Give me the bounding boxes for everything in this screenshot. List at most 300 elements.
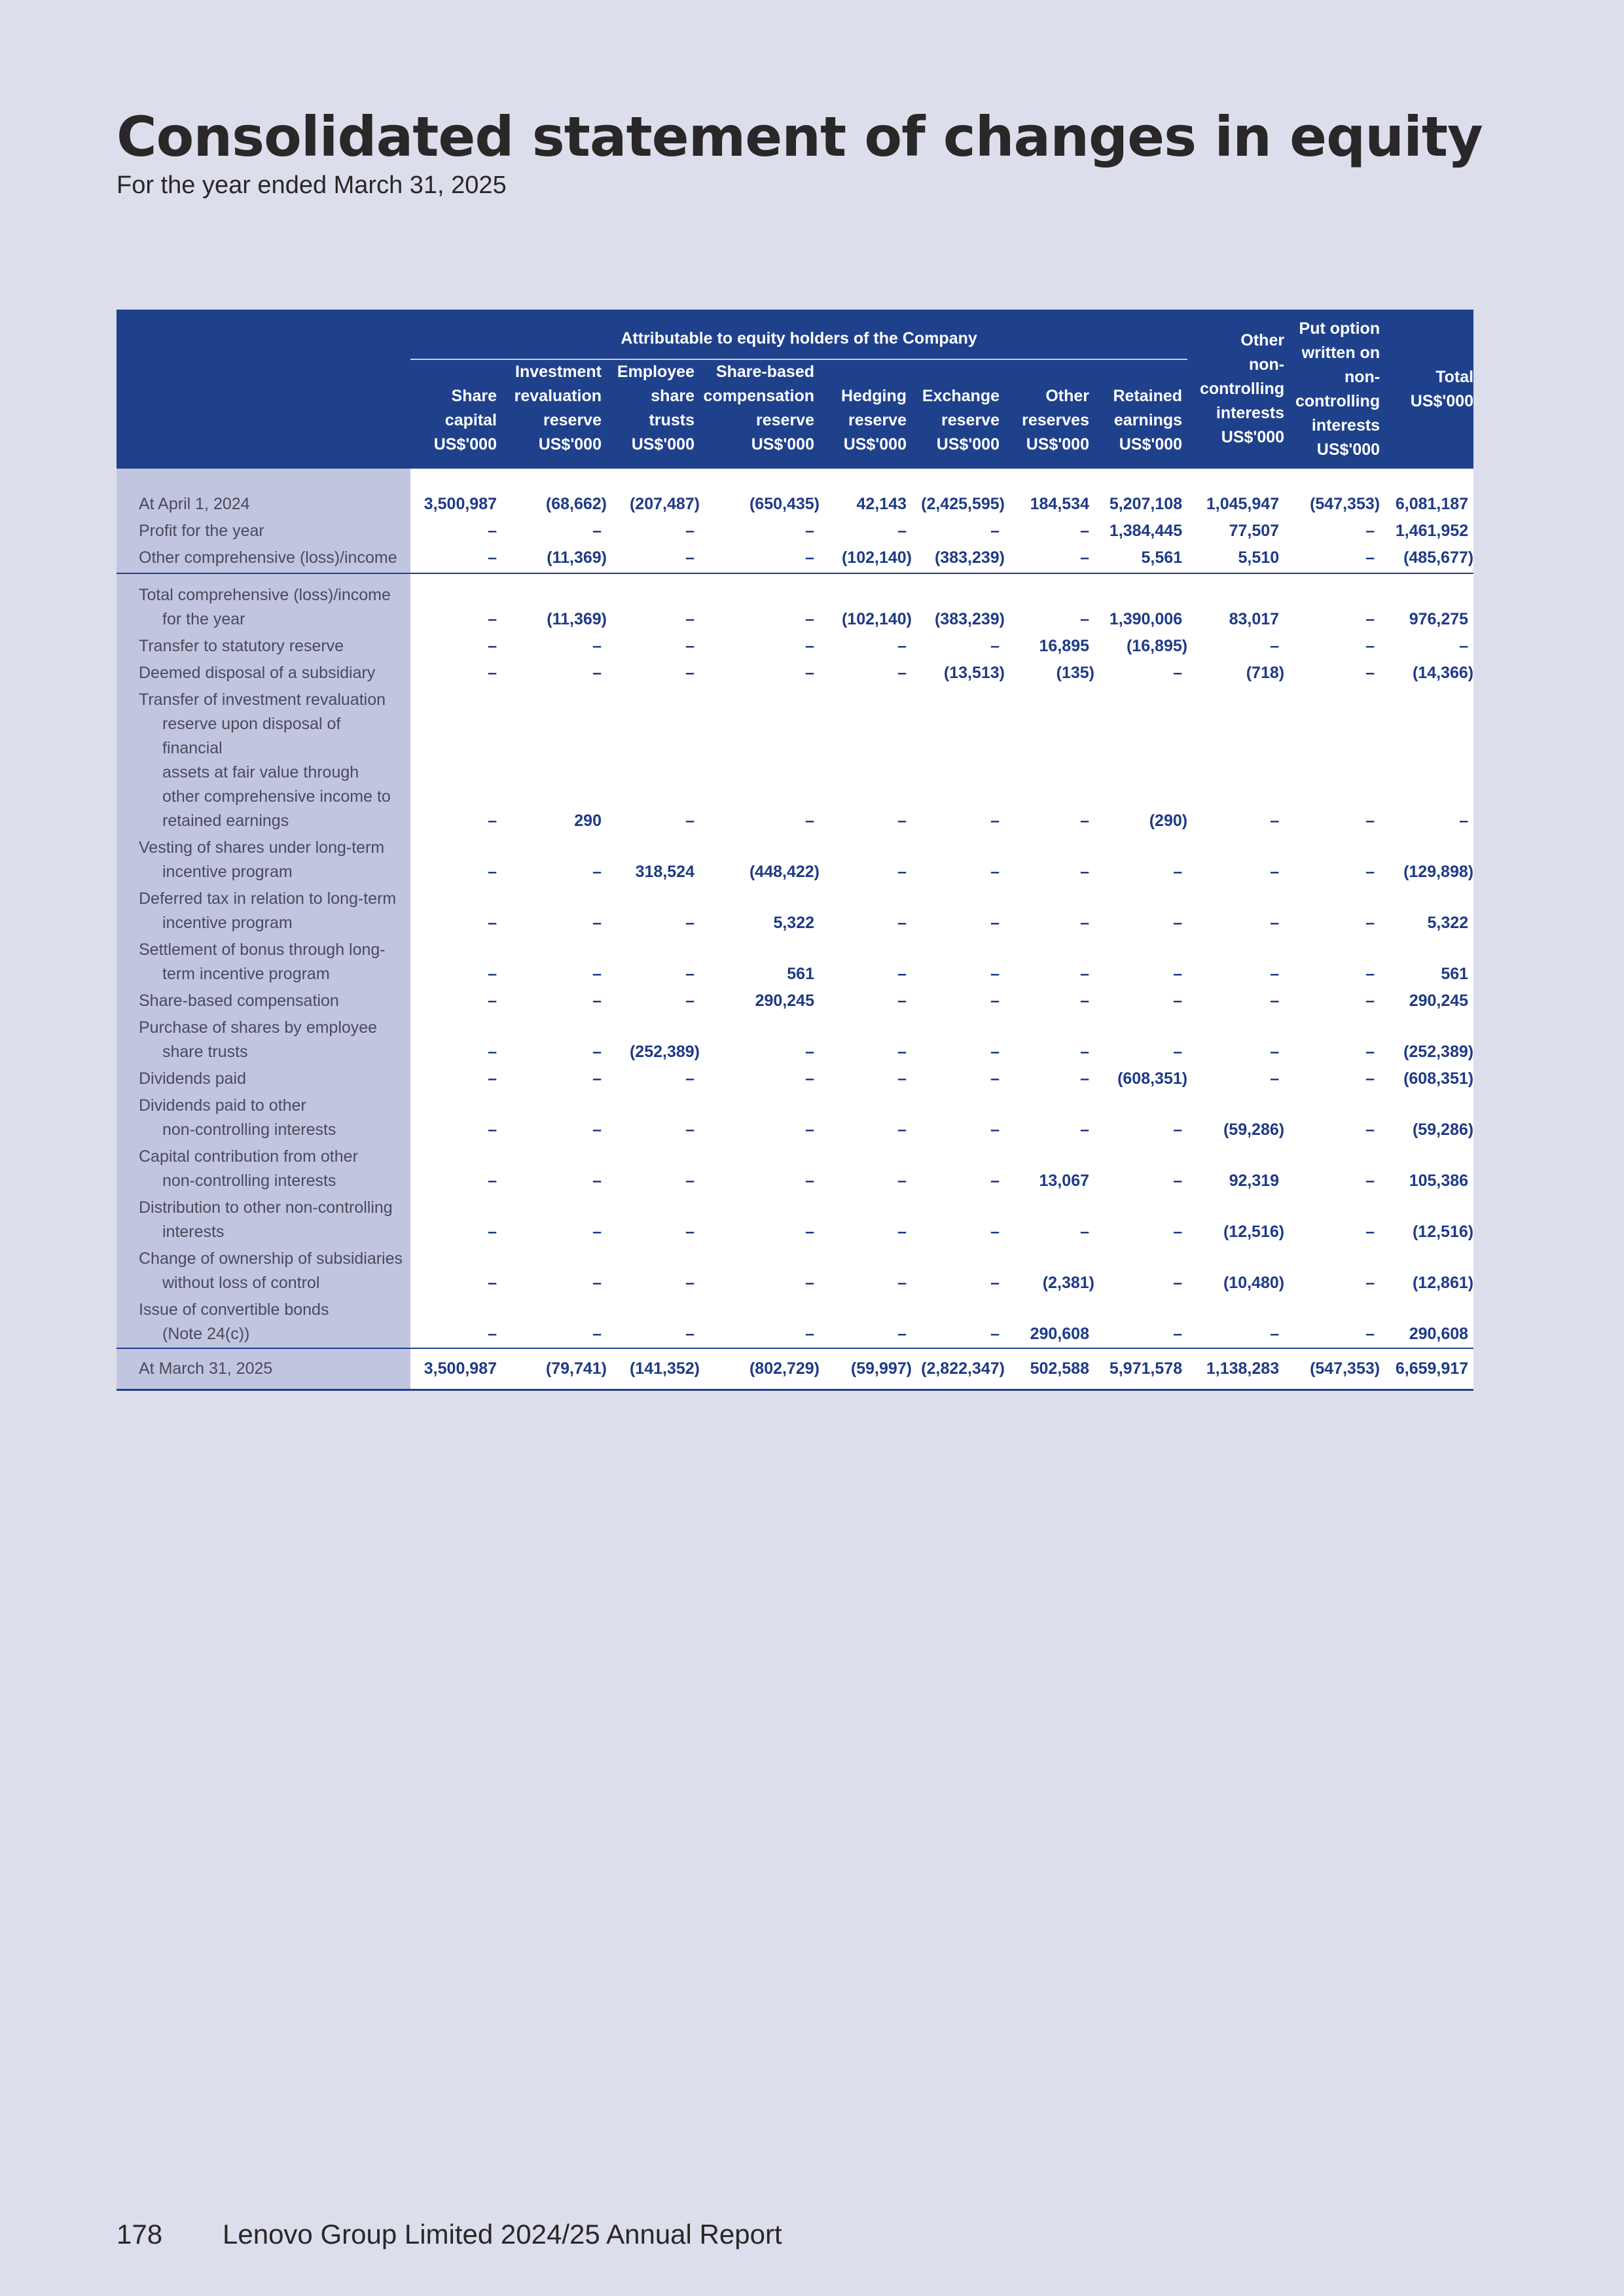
value-cell: (102,140) (820, 545, 912, 573)
spacer-cell (1380, 469, 1473, 491)
spacer-cell (607, 469, 700, 491)
row-label (117, 1143, 410, 1194)
value-cell: (11,369) (502, 545, 607, 573)
table-row (117, 834, 1473, 886)
row-label-line: without loss of control (162, 1274, 320, 1292)
value-cell: – (1187, 1066, 1284, 1092)
column-header-line: trusts (649, 411, 695, 429)
value-cell: (2,425,595) (912, 491, 1005, 518)
value-cell: – (410, 545, 502, 573)
value-cell: – (410, 518, 502, 545)
value-cell: – (820, 1143, 912, 1194)
row-label (117, 937, 410, 988)
row-label-line: Issue of convertible bonds (139, 1300, 329, 1319)
value-cell: (12,516) (1380, 1194, 1473, 1246)
value-cell: – (1187, 1297, 1284, 1348)
value-cell: – (410, 937, 502, 988)
value-cell: – (820, 660, 912, 687)
value-cell: – (1094, 1194, 1187, 1246)
value-cell: (252,389) (1380, 1014, 1473, 1066)
value-cell: 77,507 (1187, 518, 1284, 545)
value-cell: – (1284, 1066, 1380, 1092)
column-header-line: share (651, 387, 695, 405)
row-label-line: Dividends paid (139, 1069, 246, 1088)
value-cell: – (502, 660, 607, 687)
value-cell: – (1284, 1014, 1380, 1066)
row-label-line: interests (162, 1223, 225, 1241)
column-header-line: Employee (617, 363, 695, 381)
value-cell: – (1094, 1297, 1187, 1348)
value-cell: – (410, 1092, 502, 1143)
value-cell: (383,239) (912, 573, 1005, 633)
value-cell: – (410, 1194, 502, 1246)
value-cell: – (1187, 633, 1284, 660)
row-label (117, 545, 410, 573)
table-row (117, 1014, 1473, 1066)
value-cell: 6,659,917 (1380, 1348, 1473, 1390)
value-cell: – (607, 1194, 700, 1246)
value-cell: (547,353) (1284, 491, 1380, 518)
value-cell: 6,081,187 (1380, 491, 1473, 518)
value-cell: – (912, 1246, 1005, 1297)
spacer-cell (502, 469, 607, 491)
table-row (117, 1297, 1473, 1348)
value-cell: – (700, 573, 820, 633)
value-cell: – (1284, 545, 1380, 573)
row-label-line: non-controlling interests (162, 1172, 336, 1190)
value-cell: – (1094, 937, 1187, 988)
value-cell: (68,662) (502, 491, 607, 518)
value-cell: – (410, 886, 502, 937)
value-cell: – (410, 1297, 502, 1348)
value-cell: 3,500,987 (410, 491, 502, 518)
row-label-line: other comprehensive income to (162, 787, 391, 806)
column-header (502, 359, 607, 469)
column-header-line: non- (1344, 367, 1380, 386)
value-cell: – (820, 518, 912, 545)
value-cell: (12,516) (1187, 1194, 1284, 1246)
value-cell: – (1005, 1066, 1094, 1092)
value-cell: – (1284, 660, 1380, 687)
column-header-line: revaluation (514, 387, 602, 405)
spacer-cell (912, 469, 1005, 491)
row-label-line: Purchase of shares by employee (139, 1018, 378, 1037)
value-cell: 1,461,952 (1380, 518, 1473, 545)
value-cell: – (607, 988, 700, 1014)
column-header-line: reserve (543, 411, 602, 429)
table-row (117, 545, 1473, 573)
spacer-cell (1284, 469, 1380, 491)
value-cell: 5,322 (700, 886, 820, 937)
column-header-line: non- (1248, 355, 1285, 374)
value-cell: – (1284, 687, 1380, 834)
value-cell: – (912, 687, 1005, 834)
column-header-line: controlling (1199, 380, 1285, 398)
table-row (117, 687, 1473, 834)
value-cell: – (820, 834, 912, 886)
value-cell: (102,140) (820, 573, 912, 633)
column-header-line: capital (444, 411, 497, 429)
value-cell: – (1284, 1194, 1380, 1246)
column-header-line: Share-based (715, 363, 814, 381)
group-header-attributable: Attributable to equity holders of the Company (410, 310, 1187, 359)
column-header-line: compensation (703, 387, 814, 405)
value-cell: – (1005, 937, 1094, 988)
value-cell: – (502, 1194, 607, 1246)
column-header-line: Hedging (841, 387, 907, 405)
spacer-cell (1187, 469, 1284, 491)
row-label (117, 1092, 410, 1143)
value-cell: (10,480) (1187, 1246, 1284, 1297)
table-row (117, 1246, 1473, 1297)
value-cell: 83,017 (1187, 573, 1284, 633)
value-cell: – (912, 633, 1005, 660)
value-cell: – (502, 1297, 607, 1348)
value-cell: – (1187, 937, 1284, 988)
value-cell: – (607, 1246, 700, 1297)
value-cell: – (912, 1092, 1005, 1143)
row-label (117, 518, 410, 545)
row-label-line: Transfer to statutory reserve (139, 637, 344, 655)
value-cell: – (1284, 1143, 1380, 1194)
value-cell: – (1284, 1297, 1380, 1348)
row-label-line: Deferred tax in relation to long-term (139, 889, 397, 908)
column-header-line: Retained (1113, 387, 1183, 405)
value-cell: 1,138,283 (1187, 1348, 1284, 1390)
value-cell: – (1187, 886, 1284, 937)
table-row (117, 518, 1473, 545)
row-label-line: for the year (162, 610, 245, 628)
column-header-line: reserve (848, 411, 907, 429)
column-header-line: Put option (1299, 319, 1380, 338)
column-header-line: Exchange (922, 387, 1000, 405)
value-cell: 5,971,578 (1094, 1348, 1187, 1390)
row-label (117, 491, 410, 518)
value-cell: – (410, 988, 502, 1014)
value-cell: – (1187, 988, 1284, 1014)
value-cell: – (502, 1246, 607, 1297)
value-cell: – (820, 988, 912, 1014)
value-cell: – (410, 660, 502, 687)
equity-statement-table (117, 310, 1473, 1391)
value-cell: 5,510 (1187, 545, 1284, 573)
value-cell: 1,045,947 (1187, 491, 1284, 518)
value-cell: – (820, 1194, 912, 1246)
row-label (117, 988, 410, 1014)
row-label (117, 886, 410, 937)
row-label (117, 834, 410, 886)
row-label (117, 687, 410, 834)
table-row (117, 633, 1473, 660)
table-row (117, 886, 1473, 937)
value-cell: – (410, 687, 502, 834)
column-header (1005, 359, 1094, 469)
value-cell: (2,381) (1005, 1246, 1094, 1297)
value-cell: 290,608 (1380, 1297, 1473, 1348)
row-label-line: incentive program (162, 863, 293, 881)
value-cell: – (1284, 633, 1380, 660)
value-cell: – (502, 1143, 607, 1194)
value-cell: – (607, 937, 700, 988)
value-cell: 1,390,006 (1094, 573, 1187, 633)
value-cell: – (502, 886, 607, 937)
report-name: Lenovo Group Limited 2024/25 Annual Report (223, 2219, 782, 2250)
table-row (117, 1143, 1473, 1194)
value-cell: – (410, 1014, 502, 1066)
row-label-line: share trusts (162, 1043, 248, 1061)
value-cell: – (607, 545, 700, 573)
value-cell: – (607, 1143, 700, 1194)
value-cell: – (410, 573, 502, 633)
value-cell: – (1284, 937, 1380, 988)
row-label-line: Profit for the year (139, 522, 264, 540)
column-header-line: US$'000 (538, 435, 602, 454)
table-row (117, 491, 1473, 518)
statement-body (117, 469, 1473, 1390)
value-cell: (650,435) (700, 491, 820, 518)
value-cell: – (700, 1092, 820, 1143)
value-cell: – (1284, 1092, 1380, 1143)
value-cell: – (607, 1066, 700, 1092)
value-cell: – (700, 1297, 820, 1348)
table-row (117, 573, 1473, 633)
value-cell: – (502, 937, 607, 988)
value-cell: 184,534 (1005, 491, 1094, 518)
column-header-line: US$'000 (1316, 440, 1380, 459)
value-cell: (135) (1005, 660, 1094, 687)
row-label-line: Share-based compensation (139, 992, 339, 1010)
value-cell: 42,143 (820, 491, 912, 518)
value-cell: – (1380, 633, 1473, 660)
value-cell: – (607, 573, 700, 633)
value-cell: – (700, 1194, 820, 1246)
column-header-line: earnings (1113, 411, 1183, 429)
value-cell: (141,352) (607, 1348, 700, 1390)
row-label-line: retained earnings (162, 812, 289, 830)
row-label-line: Other comprehensive (loss)/income (139, 548, 397, 567)
value-cell: 561 (1380, 937, 1473, 988)
value-cell: (547,353) (1284, 1348, 1380, 1390)
value-cell: – (502, 834, 607, 886)
column-header-line: US$'000 (1026, 435, 1089, 454)
value-cell: – (1094, 660, 1187, 687)
column-header-line: reserves (1022, 411, 1089, 429)
value-cell: – (912, 1066, 1005, 1092)
value-cell: (129,898) (1380, 834, 1473, 886)
value-cell: – (607, 1092, 700, 1143)
row-label (117, 1246, 410, 1297)
value-cell: – (1284, 1246, 1380, 1297)
row-label-line: At April 1, 2024 (139, 495, 250, 513)
spacer-cell (117, 469, 410, 491)
value-cell: – (1094, 1143, 1187, 1194)
value-cell: – (912, 988, 1005, 1014)
value-cell: – (912, 834, 1005, 886)
column-header (700, 359, 820, 469)
row-label-line: Distribution to other non-controlling (139, 1198, 393, 1217)
value-cell: (13,513) (912, 660, 1005, 687)
value-cell: – (1094, 886, 1187, 937)
spacer-cell (1094, 469, 1187, 491)
value-cell: 290,245 (1380, 988, 1473, 1014)
value-cell: 105,386 (1380, 1143, 1473, 1194)
value-cell: – (1005, 988, 1094, 1014)
value-cell: – (700, 518, 820, 545)
value-cell: – (607, 660, 700, 687)
value-cell: 290 (502, 687, 607, 834)
column-header-line: Investment (515, 363, 602, 381)
header-corner (117, 310, 410, 469)
value-cell: 318,524 (607, 834, 700, 886)
value-cell: – (607, 633, 700, 660)
value-cell: – (1005, 886, 1094, 937)
table-row (117, 1348, 1473, 1390)
row-label (117, 573, 410, 633)
column-header (1380, 310, 1473, 469)
value-cell: 976,275 (1380, 573, 1473, 633)
value-cell: – (700, 660, 820, 687)
row-label-line: Change of ownership of subsidiaries (139, 1249, 403, 1268)
value-cell: – (1005, 1092, 1094, 1143)
value-cell: 290,245 (700, 988, 820, 1014)
value-cell: 290,608 (1005, 1297, 1094, 1348)
table-row (117, 1194, 1473, 1246)
value-cell: – (820, 1246, 912, 1297)
table-row (117, 988, 1473, 1014)
value-cell: – (1094, 988, 1187, 1014)
row-label-line: At March 31, 2025 (139, 1359, 273, 1378)
value-cell: (608,351) (1094, 1066, 1187, 1092)
value-cell: – (502, 1066, 607, 1092)
spacer-cell (820, 469, 912, 491)
value-cell: – (607, 886, 700, 937)
value-cell: – (912, 1194, 1005, 1246)
column-header-line: US$'000 (1119, 435, 1183, 454)
value-cell: 5,322 (1380, 886, 1473, 937)
row-label (117, 660, 410, 687)
spacer-cell (700, 469, 820, 491)
value-cell: 92,319 (1187, 1143, 1284, 1194)
row-label-line: Settlement of bonus through long- (139, 941, 386, 959)
value-cell: – (410, 1143, 502, 1194)
value-cell: (718) (1187, 660, 1284, 687)
column-header-line: interests (1311, 416, 1380, 435)
value-cell: – (820, 886, 912, 937)
column-header-line: US$'000 (751, 435, 814, 454)
column-header-line: US$'000 (936, 435, 1000, 454)
value-cell: – (820, 687, 912, 834)
value-cell: (12,861) (1380, 1246, 1473, 1297)
value-cell: (485,677) (1380, 545, 1473, 573)
value-cell: – (820, 633, 912, 660)
value-cell: 5,207,108 (1094, 491, 1187, 518)
value-cell: (290) (1094, 687, 1187, 834)
value-cell: 13,067 (1005, 1143, 1094, 1194)
row-label-line: Total comprehensive (loss)/income (139, 586, 391, 604)
value-cell: – (1094, 1246, 1187, 1297)
value-cell: – (1094, 1014, 1187, 1066)
value-cell: (802,729) (700, 1348, 820, 1390)
value-cell: (14,366) (1380, 660, 1473, 687)
value-cell: – (1187, 1014, 1284, 1066)
column-header-line: written on (1301, 343, 1380, 362)
value-cell: – (1005, 834, 1094, 886)
value-cell: – (912, 1297, 1005, 1348)
value-cell: – (1187, 834, 1284, 886)
value-cell: 561 (700, 937, 820, 988)
column-header (1284, 310, 1380, 469)
value-cell: (59,286) (1187, 1092, 1284, 1143)
value-cell: – (700, 1246, 820, 1297)
column-header-line: US$'000 (433, 435, 497, 454)
row-label-line: non-controlling interests (162, 1121, 336, 1139)
value-cell: 3,500,987 (410, 1348, 502, 1390)
value-cell: (2,822,347) (912, 1348, 1005, 1390)
row-label-line: (Note 24(c)) (162, 1325, 250, 1343)
row-label-line: Vesting of shares under long-term (139, 838, 385, 857)
value-cell: – (607, 518, 700, 545)
value-cell: – (1284, 518, 1380, 545)
column-header-line: controlling (1295, 391, 1380, 410)
row-label-line: reserve upon disposal of financial (162, 715, 341, 757)
value-cell: – (1380, 687, 1473, 834)
column-header-line: interests (1216, 404, 1285, 422)
row-label-line: Dividends paid to other (139, 1096, 306, 1115)
value-cell: – (410, 834, 502, 886)
value-cell: – (410, 1066, 502, 1092)
value-cell: – (1284, 834, 1380, 886)
value-cell: – (820, 1092, 912, 1143)
value-cell: – (1187, 687, 1284, 834)
value-cell: – (1005, 1194, 1094, 1246)
value-cell: – (1005, 545, 1094, 573)
table-row (117, 1066, 1473, 1092)
value-cell: – (912, 1143, 1005, 1194)
value-cell: – (700, 1143, 820, 1194)
value-cell: – (502, 518, 607, 545)
value-cell: – (502, 1014, 607, 1066)
value-cell: – (1094, 1092, 1187, 1143)
spacer-cell (1005, 469, 1094, 491)
value-cell: – (410, 633, 502, 660)
table-row (117, 937, 1473, 988)
value-cell: – (820, 1066, 912, 1092)
page-number: 178 (117, 2219, 163, 2250)
row-label (117, 1194, 410, 1246)
value-cell: – (607, 1297, 700, 1348)
value-cell: (16,895) (1094, 633, 1187, 660)
value-cell: – (700, 1014, 820, 1066)
column-header (912, 359, 1005, 469)
value-cell: – (1005, 1014, 1094, 1066)
row-label-line: Deemed disposal of a subsidiary (139, 664, 376, 682)
value-cell: – (1284, 573, 1380, 633)
value-cell: (608,351) (1380, 1066, 1473, 1092)
row-label-line: term incentive program (162, 965, 330, 983)
column-header-line: US$'000 (631, 435, 695, 454)
value-cell: (59,997) (820, 1348, 912, 1390)
value-cell: – (410, 1246, 502, 1297)
spacer-row (117, 469, 1473, 491)
row-label-line: incentive program (162, 914, 293, 932)
value-cell: 502,588 (1005, 1348, 1094, 1390)
row-label (117, 1066, 410, 1092)
row-label-line: assets at fair value through (162, 763, 359, 781)
value-cell: (383,239) (912, 545, 1005, 573)
column-header-line: Other (1045, 387, 1089, 405)
row-label (117, 1348, 410, 1390)
value-cell: 1,384,445 (1094, 518, 1187, 545)
